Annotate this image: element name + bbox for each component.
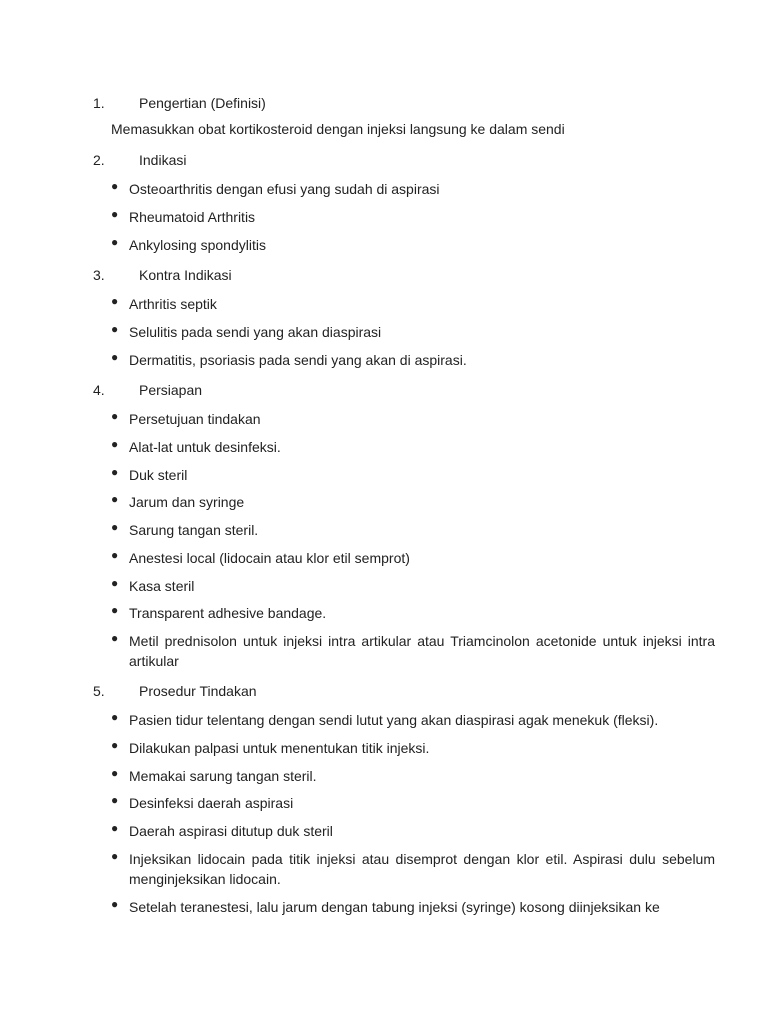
list-item-text: Rheumatoid Arthritis	[129, 209, 256, 225]
list-item-text: Transparent adhesive bandage.	[129, 605, 327, 621]
bullet-icon: ●	[111, 603, 119, 617]
section-number: 1.	[93, 95, 105, 111]
bullet-icon: ●	[111, 492, 119, 506]
list-item-text: Setelah teranestesi, lalu jarum dengan tabung injeksi (syringe) kosong diinjeksikan ke	[129, 899, 660, 915]
list-item-text: Sarung tangan steril.	[129, 522, 259, 538]
section-title: Pengertian (Definisi)	[139, 95, 266, 111]
list-item-text: Desinfeksi daerah aspirasi	[129, 795, 294, 811]
bullet-icon: ●	[111, 738, 119, 752]
list-item-text: Jarum dan syringe	[129, 494, 245, 510]
list-item-text: Duk steril	[129, 467, 188, 483]
section-number: 4.	[93, 382, 105, 398]
bullet-icon: ●	[111, 576, 119, 590]
section-title: Kontra Indikasi	[139, 267, 232, 283]
list-item-text: Anestesi local (lidocain atau klor etil semprot)	[129, 550, 410, 566]
section-number: 5.	[93, 683, 105, 699]
section-title: Persiapan	[139, 382, 203, 398]
bullet-icon: ●	[111, 821, 119, 835]
section-title: Prosedur Tindakan	[139, 683, 257, 699]
bullet-icon: ●	[111, 294, 119, 308]
list-item-text: Memakai sarung tangan steril.	[129, 768, 317, 784]
section-number: 3.	[93, 267, 105, 283]
list-item-text: Arthritis septik	[129, 296, 217, 312]
list-item-text: Pasien tidur telentang dengan sendi lutut yang akan diaspirasi agak menekuk (fleksi).	[129, 712, 659, 728]
section-number: 2.	[93, 152, 105, 168]
list-item-text: Daerah aspirasi ditutup duk steril	[129, 823, 333, 839]
bullet-icon: ●	[111, 520, 119, 534]
bullet-icon: ●	[111, 548, 119, 562]
list-item-text: Alat-lat untuk desinfeksi.	[129, 439, 281, 455]
list-item-text: Metil prednisolon untuk injeksi intra artikular atau Triamcinolon acetonide untuk injeksi intra artikular	[129, 633, 715, 669]
bullet-icon: ●	[111, 437, 119, 451]
bullet-icon: ●	[111, 465, 119, 479]
bullet-icon: ●	[111, 897, 119, 911]
list-item-text: Persetujuan tindakan	[129, 411, 261, 427]
bullet-icon: ●	[111, 179, 119, 193]
bullet-icon: ●	[111, 631, 119, 645]
bullet-icon: ●	[111, 409, 119, 423]
list-item-text: Ankylosing spondylitis	[129, 237, 266, 253]
bullet-icon: ●	[111, 849, 119, 863]
bullet-icon: ●	[111, 710, 119, 724]
definition-text: Memasukkan obat kortikosteroid dengan injeksi langsung ke dalam sendi	[111, 121, 565, 137]
bullet-icon: ●	[111, 207, 119, 221]
list-item-text: Selulitis pada sendi yang akan diaspirasi	[129, 324, 382, 340]
section-title: Indikasi	[139, 152, 187, 168]
bullet-icon: ●	[111, 766, 119, 780]
list-item-text: Dermatitis, psoriasis pada sendi yang akan di aspirasi.	[129, 352, 467, 368]
bullet-icon: ●	[111, 350, 119, 364]
list-item-text: Kasa steril	[129, 578, 195, 594]
list-item-text: Injeksikan lidocain pada titik injeksi atau disemprot dengan klor etil. Aspirasi dulu sebelum menginjeksikan lidocain.	[129, 851, 715, 887]
list-item-text: Osteoarthritis dengan efusi yang sudah di aspirasi	[129, 181, 440, 197]
list-item-text: Dilakukan palpasi untuk menentukan titik injeksi.	[129, 740, 430, 756]
bullet-icon: ●	[111, 793, 119, 807]
bullet-icon: ●	[111, 235, 119, 249]
bullet-icon: ●	[111, 322, 119, 336]
